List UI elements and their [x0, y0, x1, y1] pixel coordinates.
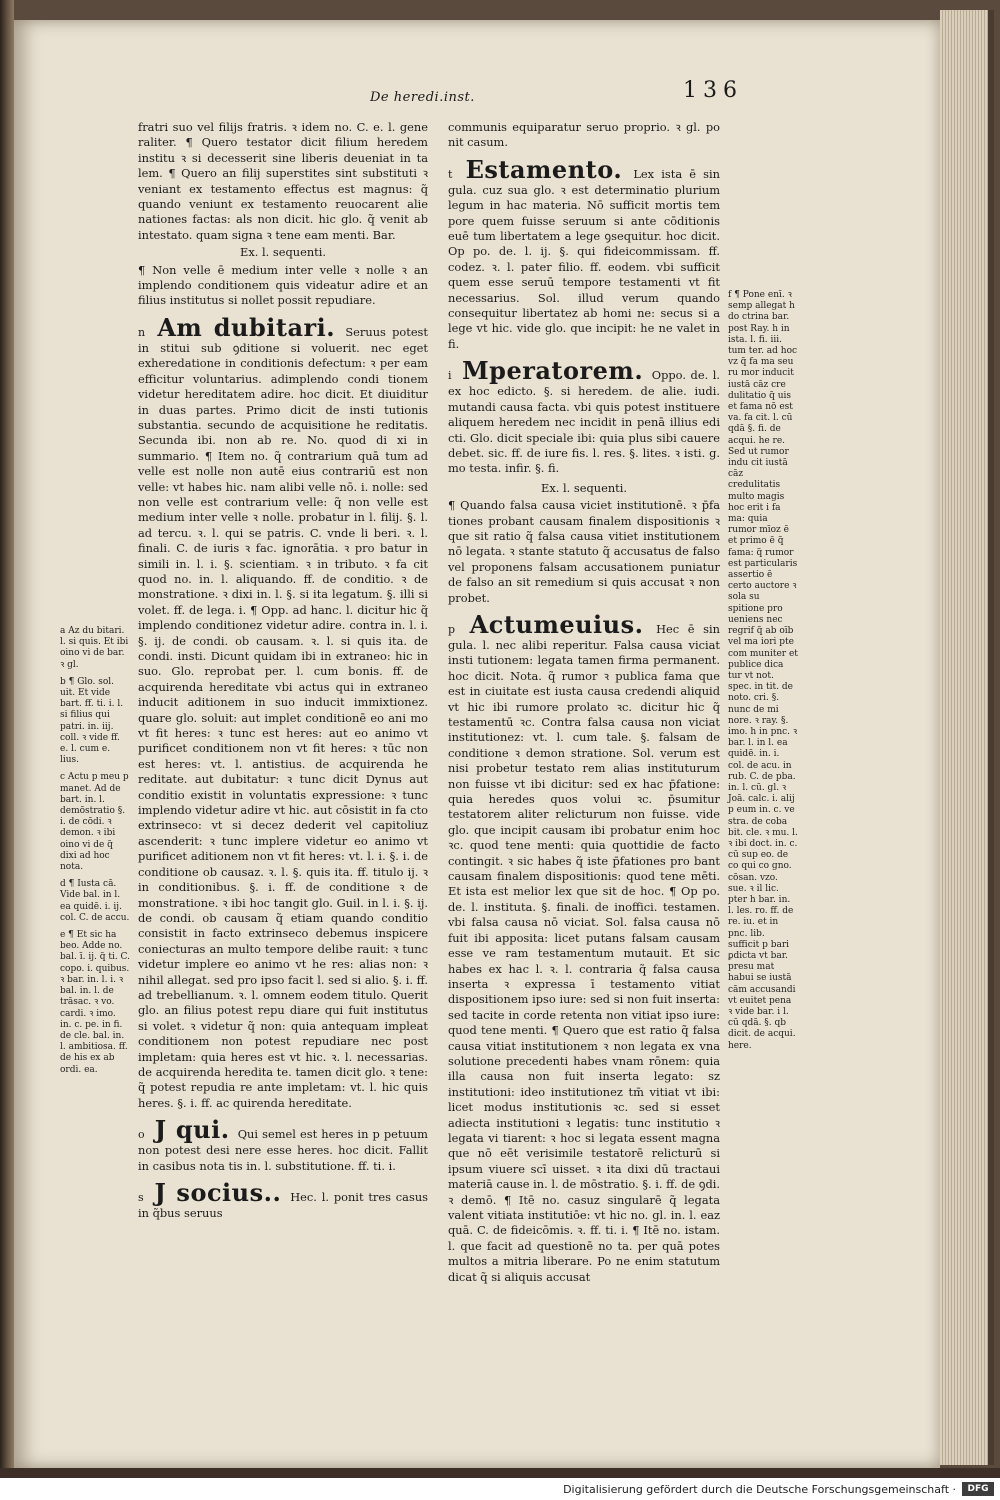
- rubric-word: J qui.: [154, 1115, 230, 1145]
- digitization-footer: [0, 1478, 1000, 1500]
- folio-number: 136: [683, 78, 743, 103]
- gloss-marker: p: [448, 622, 456, 636]
- rubric-block: [138, 1180, 428, 1221]
- gloss-marker: t: [448, 167, 453, 181]
- margin-gloss: d ¶ Iusta cā. Vide bal. in l. ea quidē. i. ij. col. C. de accu.: [60, 879, 130, 923]
- margin-gloss: e ¶ Et sic ha beo. Adde no. bal. ī. ij. q̃ ti. C. copo. i. quibus. ꝛ bar. in. l. i. ꝛ bal. in. l. de trāsac. ꝛ vo. cardi. ꝛ imo. in. c. pe. in fi. de cle. bal. in. l. ambitiosa. ff. de his ex ab ordi. ea.: [60, 930, 130, 1075]
- funding-credit: Digitalisierung gefördert durch die Deutsche Forschungsgemeinschaft ·: [563, 1483, 956, 1496]
- rubric-word: Actumeuius.: [469, 609, 644, 639]
- paragraph: fratri suo vel filijs fratris. ꝛ idem no. C. e. l. gene raliter. ¶ Quero testator dicit filium heredem institu ꝛ si decesserit sine liberis deueniat in ta lem. ¶ Quero an filij superstites sint substituti ꝛ veniant ex testamento effectus est magnus: q̃ quando veniunt ex testamento reuocarent alie nationes factas: als non dicit. hic glo. q̃ venit ab intestato. quam signa ꝛ tene eam menti. Bar.: [138, 120, 428, 242]
- rubric-block: [448, 609, 720, 1285]
- paragraph: ¶ Quando falsa causa viciet institutionē. ꝛ p̄fa tiones probant causam finalem dispositionis ꝛ que sit ratio q̃ falsa causa vitiet institutionem nō legata. ꝛ stante statuto q̃ accusatus de falso vel proponens falsam accusationem puniatur de falso an sit remedium si quis accusat ꝛ non probet.: [448, 498, 720, 605]
- reference-line: Ex. l. sequenti.: [240, 245, 326, 260]
- rubric-block: [448, 358, 720, 476]
- left-margin-glosses: [60, 626, 130, 1082]
- gloss-marker: o: [138, 1128, 145, 1142]
- margin-gloss: a Az du bitari. l. si quis. Et ibi oino vi de bar. ꝛ gl.: [60, 626, 129, 670]
- running-head: De heredi.inst.: [370, 90, 475, 105]
- rubric-block: [448, 154, 721, 352]
- left-text-column: [138, 120, 428, 1225]
- rubric-text: Seruus potest in stitui sub ꝯditione si voluerit. nec eget exheredatione in conditionis defectum: ꝛ per eam efficitur voluntarius. adimplendo condi tionem videtur hereditatem adire. hoc dicit. Et diuiditur in duas partes. Primo dicit de insti tutionis substantia. secundo de acquisitione he reditatis. Secunda ibi. non ab re. No. quod di xi in summario. ¶ Item no. q̃ contrarium quā tum ad velle est nolle non autē eius contrariū est non velle: vt habes hic. nam alibi velle nō. i. nolle: sed non velle est contrarium velle: q̃ non velle est medium inter velle ꝛ nolle. probatur in l. filij. §. l. ad tercu. ꝛ. l. qui se patris. C. vnde li beri. ꝛ. l. finali. C. de iuris ꝛ fac. ignorātia. ꝛ pro batur in simili in. l. i. §. scientiam. ꝛ in tributo. ꝛ fa cit quod no. in. l. aliquando. ff. de conditio. ꝛ de monstratione. ꝛ dixi in. l. §. si ita legatum. §. illi si volet. ff. de lega. i. ¶ Opp. ad hanc. l. dicitur hic q̃ implendo conditionez videtur adire. contra in. l. i. §. ij. de condi. ob causam. ꝛ. l. si quis ita. de condi. insti. Dicunt quidam ibi in extraneo: hic in suo. Glo. reprobat per. l. cum bonis. ff. de acquirenda hereditate vbi actus qui in extraneo inducit aditionem in suo inducit immixtionez. quare glo. soluit: aut implet conditionē eo ani mo vt fit heres: ꝛ tunc est heres: aut eo animo vt purificet conditionem non vt fit heres: ꝛ tūc non est heres: vt. l. antistius. de acquirenda he reditate. aut dubitatur: ꝛ tunc dicit Dynus aut conditio existit in voluntatis expressione: ꝛ tunc implendo videtur adire vt hic. aut cōsistit in fa cto extrinseco: vt si decez dederit vel capitoliuz ascenderit: ꝛ tunc implere videtur eo animo vt purificet aditionem non vt fit heres: vt. l. i. §. i. de conditione ob causaz. ꝛ. l. §. quis ita. ff. titulo ij. ꝛ in conditionibus. §. i. ff. de conditione ꝛ de monstratione. ꝛ ibi hoc tangit glo. Guil. in l. i. §. ij. de condi. ob causam q̃ etiam quando conditio consistit in facto extrinseco debemus inspicere coniecturas an multo tempore delibe rauit: ꝛ tunc videtur implere eo animo vt he res: alias non: ꝛ nihil allegat. sed pro ipso facit l. sed si alio. §. i. ff. ad trebellianum. ꝛ. l. omnem eodem titulo. Querit glo. an filius potest repu diare qui fuit institutus si volet. ꝛ videtur q̃ non: quia antequam impleat conditionem non potest repudiare nec post impletam: quia heres est vt hic. ꝛ. l. necessarias. de acquirenda heredita te. tamen dicit glo. ꝛ tene: q̃ potest repudia re ante impletam: vt. l. hic quis heres. §. i. ff. ac quirenda hereditate.: [138, 324, 428, 1110]
- book-bottom-edge: [0, 1468, 1000, 1478]
- right-margin-glosses: [728, 290, 798, 1052]
- dfg-logo: DFG: [962, 1482, 994, 1496]
- rubric-text: Hec. l. ponit tres casus in q̃bus seruus: [138, 1190, 429, 1220]
- gloss-marker: n: [138, 325, 146, 339]
- rubric-block: [138, 1117, 428, 1174]
- rubric-block: [138, 312, 428, 1111]
- margin-gloss: b ¶ Glo. sol. uit. Et vide bart. ff. ti. i. l. si filius qui patri. in. iij. coll. ꝛ vide ff. e. l. cum e. lius.: [60, 676, 124, 766]
- paragraph: ¶ Non velle ē medium inter velle ꝛ nolle ꝛ an implendo conditionem quis videatur adire et an filius institutus si nollet possit repudiare.: [138, 262, 428, 308]
- margin-gloss: c Actu p meu p manet. Ad de bart. in. l. demōstratio §. i. de cōdi. ꝛ demon. ꝛ ibi oino vi de q̃ dixi ad hoc nota.: [60, 772, 129, 873]
- gloss-marker: s: [138, 1191, 144, 1204]
- rubric-text: Qui semel est heres in p petuum non potest desi nere esse heres. hoc dicit. Fallit in casibus nota tis in. l. substitutione. ff. ti. i.: [138, 1127, 428, 1173]
- gloss-marker: i: [448, 369, 452, 383]
- rubric-text: Lex ista ē sin gula. cuz sua glo. ꝛ est determinatio plurium legum in hac materia. Nō sufficit mortis tem pore quem fuisse seruum si ante cōditionis euē tum libertatem a lege ꝯsequitur. hoc dicit. Op po. de. l. ij. §. qui fideicommissam. ff. codez. ꝛ. l. pater filio. ff. eodem. vbi sufficit quem esse seruū tempore testamenti vt fit necessarius. Sol. illud verum quando consequitur libertatez ab homi ne: secus si a lege vt hic. vide glo. que incipit: he ne valet in fi.: [448, 166, 721, 351]
- rubric-word: Estamento.: [465, 154, 623, 184]
- rubric-word: J socius..: [154, 1178, 282, 1207]
- right-text-column: [448, 120, 720, 1289]
- reference-line: Ex. l. sequenti.: [541, 480, 627, 495]
- rubric-word: Am dubitari.: [157, 312, 336, 342]
- margin-gloss: f ¶ Pone enī. ꝛ semp allegat h do ctrina bar. post Ray. h in ista. l. fi. iii. tum ter. ad hoc vz q̃ fa ma seu ru mor inducit iustā cāz cre dulitatio q̃ uis et fama nō est va. fa cit. l. cū qdā §. fi. de acqui. he re. Sed ut rumor indu cit iustā cāz credulitatis multo magis hoc erit i fa ma: quia rumor mīoz ē et primo ē q̃ fama: q̃ rumor est particularis assertio ē certo auctore ꝛ sola su spitione pro ueniens nec regrif q̃ ab oīb vel ma iori pte com muniter et publice dica tur vt not. spec. in tit. de noto. cri. §. nunc de mi nore. ꝛ ray. §. imo. h in pnc. ꝛ bar. l. in l. ea quidē. in. i. col. de acu. in rub. C. de pba. in. l. cū. gl. ꝛ Joā. calc. i. alij p eum in. c. ve stra. de coba bit. cle. ꝛ mu. l. ꝛ ibi doct. in. c. cū sup eo. de co qui co gno. cōsan. vzo. sue. ꝛ il lic. pter h bar. in. l. les. ro. ff. de re. iu. et in pnc. lib. sufficit p bari ꝑdicta vt bar. presu mat habui se iustā cām accusandi vt euitet pena ꝛ vide bar. i l. cū qdā. §. qb dicit. de acqui. here.: [728, 290, 798, 1051]
- rubric-word: Mperatorem.: [462, 356, 644, 386]
- page-edges: [940, 10, 994, 1465]
- book-spine-edge: [0, 0, 14, 1500]
- rubric-text: Oppo. de. l. ex hoc edicto. §. si heredem. de alie. iudi. mutandi causa facta. vbi quis potest instituere aliquem heredem nec incidit in penā illius edi cti. Glo. dicit speciale ibi: quia plus sibi cauere debet. sic. ff. de iure fis. l. res. §. lites. ꝛ isti. g. mo testa. infir. §. fi.: [448, 368, 721, 476]
- rubric-text: Hec ē sin gula. l. nec alibi reperitur. Falsa causa viciat insti tutionem: legata tamen firma permanent. hoc dicit. Nota. q̃ rumor ꝛ publica fama que est in ciuitate est iusta causa credendi aliquid vt hic ibi rumore prolato ꝛc. dicitur hic q̃ testamentū ꝛc. Contra falsa causa non viciat institutionez: vt. l. cum tale. §. falsam de conditione ꝛ demon stratione. Sol. verum est nisi probetur testato rem alias instituturum non fuisse vt ibi dicitur: sed ex hac p̄fatione: quia heredes quos volui ꝛc. p̄sumitur testatorem aliter relicturum non fuisse. vide glo. que incipit causam ibi probatur enim hoc ꝛc. quod tene menti: quia quottidie de facto contingit. ꝛ sic habes q̃ iste p̄fationes pro bant causam finalem dispositionis: quod tene mēti. Et ista est melior lex que sit de hoc. ¶ Op po. de. l. instituta. §. finali. de inoffici. testamen. vbi falsa causa nō viciat. Sol. falsa causa nō fuit ibi apposita: licet putans falsam causam esse ve ram testamentum mutauit. Et sic habes ex hac l. ꝛ. l. contraria q̃ falsa causa inserta ꝛ expressa ī testamento vitiat dispositionem ipso iure: sed si non fuit inserta: sed tacite in corde retenta non vitiat ipso iure: quod tene menti. ¶ Quero que est ratio q̃ falsa causa vitiat institutionem ꝛ non legata ex vna solutione precedenti habes vnam rōnem: quia illa causa non fuit inserta legato: sz institutioni: ideo institutionez tm̄ vitiat vt ibi: licet modus institutionis ꝛc. sed si esset adiecta institutioni ꝛ legatis: tunc institutio ꝛ legata vi tiarent: ꝛ hoc si legata essent magna que nō eēt verisimile testatorē relicturū si ipsum viuere scī uisset. ꝛ ita dixi dū tractaui materiā cause in. l. de mōstratio. §. i. ff. de ꝯdi. ꝛ demō. ¶ Itē no. casuz singularē q̃ legata valent vitiata institutiōe: vt hic no. gl. in. l. eaz quā. C. de fideicōmis. ꝛ. ff. ti. i. ¶ Itē no. istam. l. que facit ad questionē no ta. per quā potes multos a mitria liberare. Po ne enim statutum dicat q̃ si aliquis accusat: [448, 621, 720, 1284]
- paragraph: communis equiparatur seruo proprio. ꝛ gl. po nit casum.: [448, 120, 720, 150]
